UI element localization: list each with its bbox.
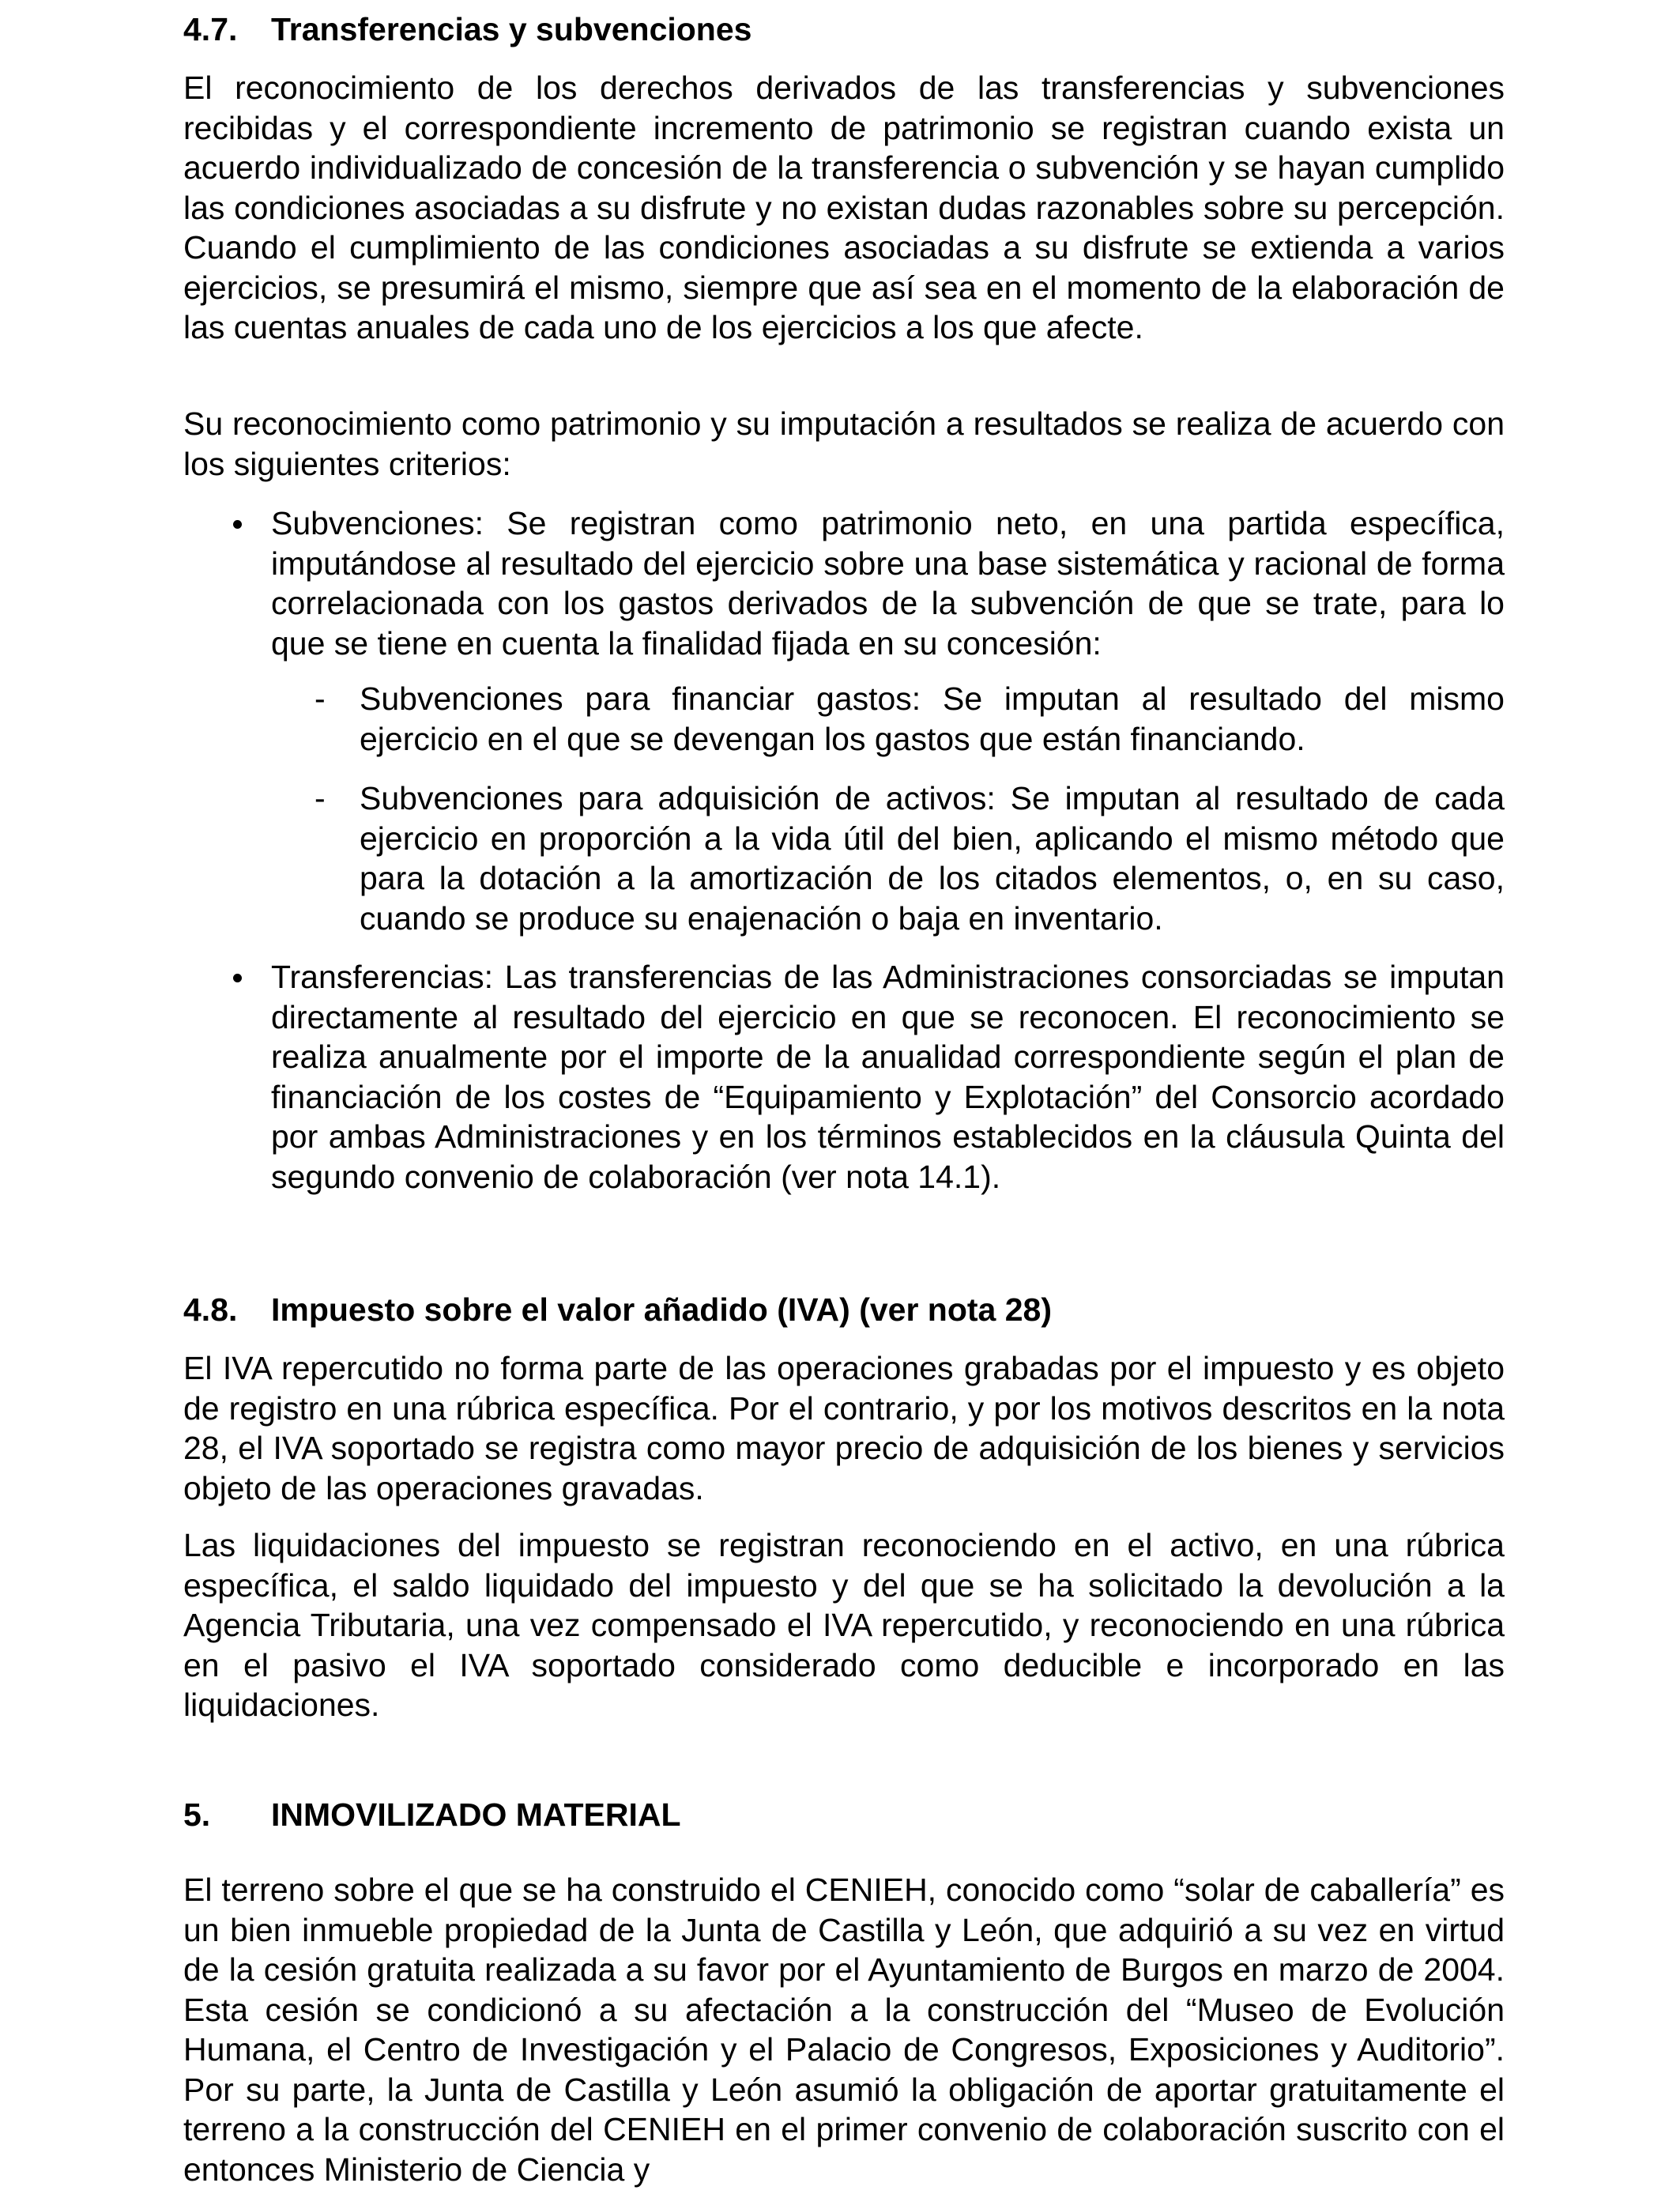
criteria-list [183,957,1505,1197]
list-item-text: Subvenciones: Se registran como patrimonio neto, en una partida específica, imputándose al resultado del ejercicio sobre una base sistemática y racional de forma correlacionada con los gastos derivados de la subvención de que se trate, para lo que se tiene en cuenta la finalidad fijada en su concesión: [271,505,1505,662]
section-5-heading [183,1795,681,1835]
paragraph: Su reconocimiento como patrimonio y su imputación a resultados se realiza de acuerdo con los siguientes criterios: [183,405,1505,482]
list-item [183,679,1505,759]
list-item [183,957,1505,1197]
list-item-text: Subvenciones para financiar gastos: Se imputan al resultado del mismo ejercicio en el que se devengan los gastos que están financiando. [360,680,1505,757]
list-item [183,778,1505,938]
paragraph: El IVA repercutido no forma parte de las operaciones grabadas por el impuesto y es objeto de registro en una rúbrica específica. Por el contrario, y por los motivos descritos en la nota 28, el IVA soportado se registra como mayor precio de adquisición de los bienes y servicios objeto de las operaciones gravadas. [183,1350,1505,1506]
section-4-7-heading [183,9,751,50]
bullet-icon [233,974,242,982]
section-number: 4.8. [183,1291,238,1328]
section-title: Transferencias y subvenciones [271,11,752,47]
list-item-text: Subvenciones para adquisición de activos: Se imputan al resultado de cada ejercicio en proporción a la vida útil del bien, aplicando el mismo método que para la dotación a la amortización de los citados elementos, o, en su caso, cuando se produce su enajenación o baja en inventario. [360,780,1505,937]
list-item [183,503,1505,663]
paragraph: El terreno sobre el que se ha construido el CENIEH, conocido como “solar de caballería” es un bien inmueble propiedad de la Junta de Castilla y León, que adquirió a su vez en virtud de la cesión gratuita realizada a su favor por el Ayuntamiento de Burgos en marzo de 2004. Esta cesión se condicionó a su afectación a la construcción del “Museo de Evolución Humana, el Centro de Investigación y el Palacio de Congresos, Exposiciones y Auditorio”. Por su parte, la Junta de Castilla y León asumió la obligación de aportar gratuitamente el terreno a la construcción del CENIEH en el primer convenio de colaboración suscrito con el entonces Ministerio de Ciencia y [183,1872,1505,2188]
section-number: 5. [183,1796,211,1833]
dash-marker: - [315,780,326,816]
sub-criteria-list [183,679,1505,759]
paragraph: Las liquidaciones del impuesto se registran reconociendo en el activo, en una rúbrica específica, el saldo liquidado del impuesto y del que se ha solicitado la devolución a la Agencia Tributaria, una vez compensado el IVA repercutido, y reconociendo en una rúbrica en el pasivo el IVA soportado considerado como deducible e incorporado en las liquidaciones. [183,1527,1505,1723]
section-number: 4.7. [183,11,238,47]
paragraph: El reconocimiento de los derechos derivados de las transferencias y subvenciones recibidas y el correspondiente incremento de patrimonio se registran cuando exista un acuerdo individualizado de concesión de la transferencia o subvención y se hayan cumplido las condiciones asociadas a su disfrute y no existan dudas razonables sobre su percepción. Cuando el cumplimiento de las condiciones asociadas a su disfrute se extienda a varios ejercicios, se presumirá el mismo, siempre que así sea en el momento de la elaboración de las cuentas anuales de cada uno de los ejercicios a los que afecte. [183,70,1505,345]
dash-marker: - [315,680,326,717]
section-title: Impuesto sobre el valor añadido (IVA) (ver nota 28) [271,1291,1053,1328]
criteria-list [183,503,1505,663]
section-title: INMOVILIZADO MATERIAL [271,1796,681,1833]
list-item-text: Transferencias: Las transferencias de las Administraciones consorciadas se imputan directamente al resultado del ejercicio en que se reconocen. El reconocimiento se realiza anualmente por el importe de la anualidad correspondiente según el plan de financiación de los costes de “Equipamiento y Explotación” del Consorcio acordado por ambas Administraciones y en los términos establecidos en la cláusula Quinta del segundo convenio de colaboración (ver nota 14.1). [271,959,1505,1195]
sub-criteria-list [183,778,1505,938]
section-4-8-heading [183,1290,1052,1330]
bullet-icon [233,520,242,529]
